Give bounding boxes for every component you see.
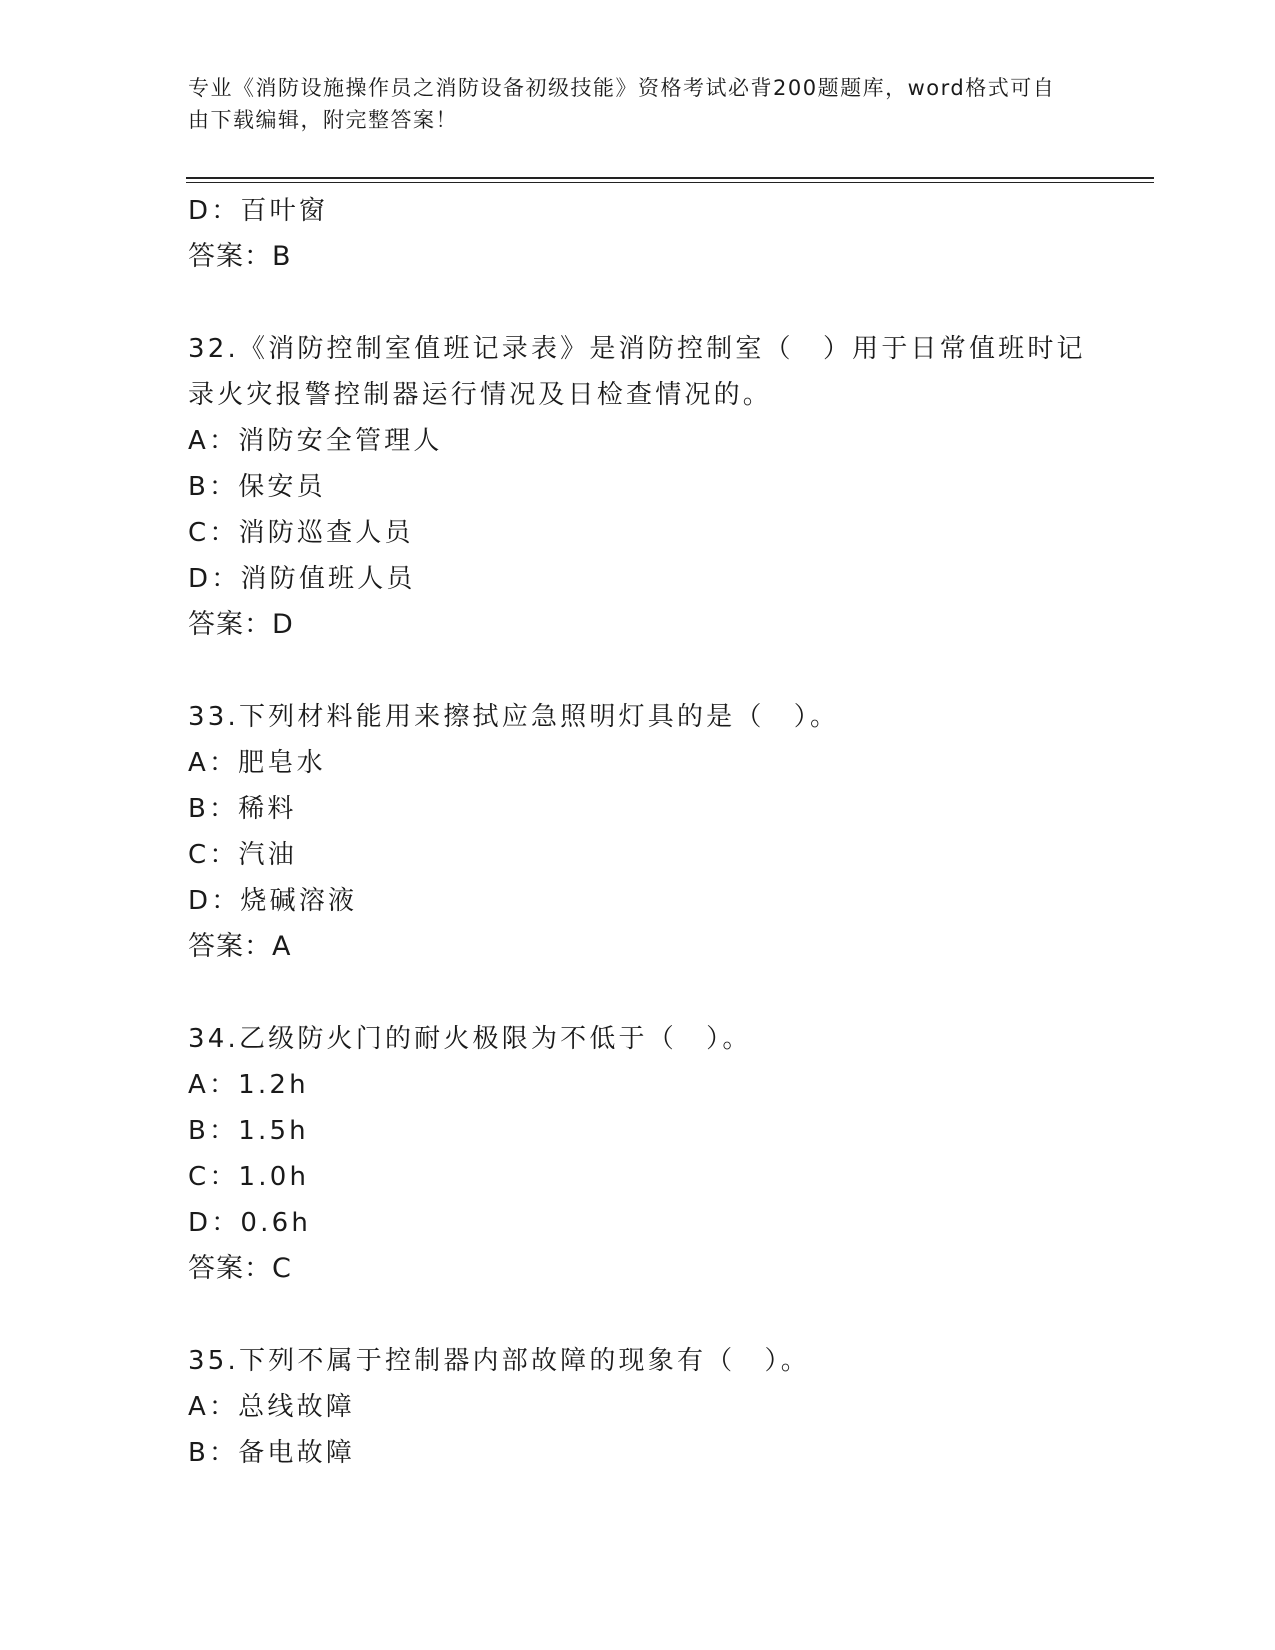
option-a: A：1.2h <box>188 1070 309 1100</box>
option-c: C：汽油 <box>188 840 297 870</box>
answer: 答案：B <box>188 241 292 272</box>
header-divider-thin <box>186 182 1154 183</box>
option-b: B：备电故障 <box>188 1438 356 1468</box>
option-b: B：保安员 <box>188 472 326 502</box>
answer: 答案：A <box>188 931 292 962</box>
question-32 <box>188 326 1088 648</box>
question-list <box>188 188 1088 1476</box>
answer: 答案：C <box>188 1253 292 1284</box>
question-stem: 35.下列不属于控制器内部故障的现象有（ ）。 <box>188 1346 810 1376</box>
option-a: A：肥皂水 <box>188 748 326 778</box>
answer: 答案：D <box>188 609 294 640</box>
option-c: C：1.0h <box>188 1162 310 1192</box>
option-b: B：稀料 <box>188 794 297 824</box>
question-stem-cont: 录火灾报警控制器运行情况及日检查情况的。 <box>188 380 773 410</box>
document-header: 专业《消防设施操作员之消防设备初级技能》资格考试必背200题题库，word格式可自由下载编辑，附完整答案！ <box>188 76 1056 132</box>
question-stem: 34.乙级防火门的耐火极限为不低于（ ）。 <box>188 1024 752 1054</box>
option-a: A：总线故障 <box>188 1392 355 1422</box>
option-d: D：0.6h <box>188 1208 312 1238</box>
option-b: B：1.5h <box>188 1116 309 1146</box>
option-d: D：烧碱溶液 <box>188 886 358 916</box>
option-d: D：消防值班人员 <box>188 564 416 594</box>
option-d: D：百叶窗 <box>188 196 329 226</box>
question-34 <box>188 1016 1088 1292</box>
question-35 <box>188 1338 1088 1476</box>
question-stem: 33.下列材料能用来擦拭应急照明灯具的是（ ）。 <box>188 702 840 732</box>
option-a: A：消防安全管理人 <box>188 426 443 456</box>
header-divider <box>186 177 1154 179</box>
carryover-question <box>188 188 1088 280</box>
question-33 <box>188 694 1088 970</box>
question-stem: 32.《消防控制室值班记录表》是消防控制室（ ）用于日常值班时记 <box>188 334 1086 364</box>
option-c: C：消防巡查人员 <box>188 518 414 548</box>
